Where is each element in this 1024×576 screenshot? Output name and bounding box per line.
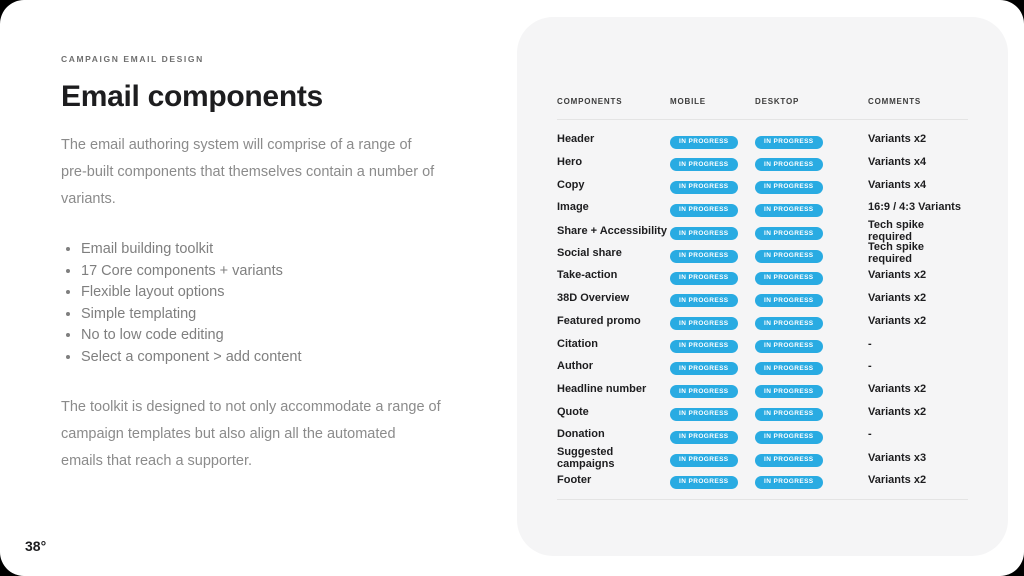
status-badge: IN PROGRESS: [670, 317, 738, 330]
mobile-status-cell: [670, 130, 755, 149]
table-row: [557, 446, 968, 469]
table-row: [557, 332, 968, 355]
comment-text: Variants x2: [868, 292, 927, 305]
status-badge: IN PROGRESS: [755, 181, 823, 194]
desktop-status-cell: [755, 175, 868, 194]
component-name: 38D Overview: [557, 292, 630, 305]
status-badge: IN PROGRESS: [670, 431, 738, 444]
desktop-status-cell: [755, 425, 868, 444]
desktop-status-cell: [755, 266, 868, 285]
status-badge: IN PROGRESS: [755, 294, 823, 307]
comment-text: Tech spike required: [868, 218, 925, 243]
table-row: [557, 378, 968, 401]
comment-text: 16:9 / 4:3 Variants: [868, 201, 961, 214]
table-header-row: [557, 97, 968, 106]
comment-text: Variants x3: [868, 451, 927, 464]
comment-text: -: [868, 337, 872, 350]
table-row: [557, 128, 968, 151]
component-name: Header: [557, 133, 595, 146]
mobile-status-cell: [670, 222, 755, 241]
mobile-status-cell: [670, 334, 755, 353]
status-badge: IN PROGRESS: [755, 385, 823, 398]
desktop-status-cell: [755, 402, 868, 421]
status-badge: IN PROGRESS: [755, 408, 823, 421]
status-badge: IN PROGRESS: [670, 408, 738, 421]
components-table-body: [557, 128, 968, 491]
bullet-item: • Select a component > add content: [81, 347, 441, 368]
status-badge: IN PROGRESS: [670, 294, 738, 307]
status-badge: IN PROGRESS: [670, 227, 738, 240]
components-status-card: [517, 17, 1008, 556]
column-header-mobile: MOBILE: [670, 97, 706, 106]
column-header-components: COMPONENTS: [557, 97, 623, 106]
brand-logo: 38°: [25, 538, 47, 554]
mobile-status-cell: [670, 448, 755, 467]
table-row: [557, 310, 968, 333]
bullet-item: • Flexible layout options: [81, 282, 441, 303]
status-badge: IN PROGRESS: [755, 204, 823, 217]
mobile-status-cell: [670, 289, 755, 308]
bullet-item: • Simple templating: [81, 304, 441, 325]
status-badge: IN PROGRESS: [670, 385, 738, 398]
mobile-status-cell: [670, 425, 755, 444]
column-header-desktop: DESKTOP: [755, 97, 800, 106]
table-row: [557, 423, 968, 446]
outro-paragraph: The toolkit is designed to not only accommodate a range of campaign templates but also align all the automated emails that reach a supporter.: [61, 398, 441, 469]
status-badge: IN PROGRESS: [670, 158, 738, 171]
comment-text: -: [868, 360, 872, 373]
component-name: Featured promo: [557, 314, 641, 327]
column-header-comments: COMMENTS: [868, 97, 922, 106]
status-badge: IN PROGRESS: [755, 340, 823, 353]
bullet-item: • Email building toolkit: [81, 239, 441, 260]
comment-text: Variants x2: [868, 405, 927, 418]
status-badge: IN PROGRESS: [755, 272, 823, 285]
bullet-item: • 17 Core components + variants: [81, 261, 441, 282]
mobile-status-cell: [670, 198, 755, 217]
status-badge: IN PROGRESS: [755, 158, 823, 171]
left-column: [61, 54, 441, 475]
intro-paragraph: The email authoring system will comprise of a range of pre-built components that themselves contain a number of variants.: [61, 137, 435, 207]
status-badge: IN PROGRESS: [755, 227, 823, 240]
desktop-status-cell: [755, 334, 868, 353]
mobile-status-cell: [670, 470, 755, 489]
status-badge: IN PROGRESS: [755, 136, 823, 149]
comment-text: Variants x2: [868, 269, 927, 282]
desktop-status-cell: [755, 244, 868, 263]
bullet-item: • No to low code editing: [81, 325, 441, 346]
component-name: Image: [557, 201, 589, 214]
status-badge: IN PROGRESS: [670, 181, 738, 194]
mobile-status-cell: [670, 244, 755, 263]
component-name: Author: [557, 360, 594, 373]
mobile-status-cell: [670, 153, 755, 172]
comment-text: Variants x4: [868, 156, 927, 169]
table-bottom-divider: [557, 499, 968, 500]
table-row: [557, 196, 968, 219]
desktop-status-cell: [755, 289, 868, 308]
component-name: Footer: [557, 473, 592, 486]
status-badge: IN PROGRESS: [670, 340, 738, 353]
mobile-status-cell: [670, 402, 755, 421]
desktop-status-cell: [755, 222, 868, 241]
status-badge: IN PROGRESS: [670, 136, 738, 149]
mobile-status-cell: [670, 357, 755, 376]
mobile-status-cell: [670, 312, 755, 331]
desktop-status-cell: [755, 312, 868, 331]
status-badge: IN PROGRESS: [755, 431, 823, 444]
table-row: [557, 287, 968, 310]
status-badge: IN PROGRESS: [670, 476, 738, 489]
desktop-status-cell: [755, 357, 868, 376]
mobile-status-cell: [670, 266, 755, 285]
status-badge: IN PROGRESS: [670, 250, 738, 263]
component-name: Quote: [557, 405, 589, 418]
status-badge: IN PROGRESS: [755, 250, 823, 263]
component-name: Suggested campaigns: [557, 445, 615, 470]
table-header-divider: [557, 119, 968, 120]
comment-text: Variants x2: [868, 382, 927, 395]
status-badge: IN PROGRESS: [670, 362, 738, 375]
desktop-status-cell: [755, 153, 868, 172]
table-row: [557, 219, 968, 242]
feature-bullet-list: [61, 239, 441, 368]
mobile-status-cell: [670, 175, 755, 194]
desktop-status-cell: [755, 130, 868, 149]
status-badge: IN PROGRESS: [670, 272, 738, 285]
table-row: [557, 264, 968, 287]
table-row: [557, 355, 968, 378]
mobile-status-cell: [670, 380, 755, 399]
desktop-status-cell: [755, 380, 868, 399]
desktop-status-cell: [755, 448, 868, 467]
desktop-status-cell: [755, 470, 868, 489]
comment-text: Variants x2: [868, 314, 927, 327]
status-badge: IN PROGRESS: [755, 362, 823, 375]
eyebrow-label: CAMPAIGN EMAIL DESIGN: [61, 54, 204, 64]
status-badge: IN PROGRESS: [755, 454, 823, 467]
table-row: [557, 151, 968, 174]
component-name: Hero: [557, 156, 583, 169]
comment-text: Variants x2: [868, 133, 927, 146]
component-name: Citation: [557, 337, 598, 350]
status-badge: IN PROGRESS: [670, 204, 738, 217]
status-badge: IN PROGRESS: [755, 317, 823, 330]
status-badge: IN PROGRESS: [755, 476, 823, 489]
table-row: [557, 173, 968, 196]
component-name: Copy: [557, 178, 585, 191]
component-name: Headline number: [557, 382, 647, 395]
comment-text: Variants x2: [868, 473, 927, 486]
status-badge: IN PROGRESS: [670, 454, 738, 467]
comment-text: Tech spike required: [868, 241, 925, 266]
component-name: Share + Accessibility: [557, 224, 667, 237]
table-row: [557, 468, 968, 491]
comment-text: Variants x4: [868, 178, 927, 191]
page-title: Email components: [61, 80, 323, 113]
table-row: [557, 241, 968, 264]
table-row: [557, 400, 968, 423]
comment-text: -: [868, 428, 872, 441]
component-name: Donation: [557, 428, 605, 441]
desktop-status-cell: [755, 198, 868, 217]
component-name: Social share: [557, 247, 622, 260]
component-name: Take-action: [557, 269, 618, 282]
